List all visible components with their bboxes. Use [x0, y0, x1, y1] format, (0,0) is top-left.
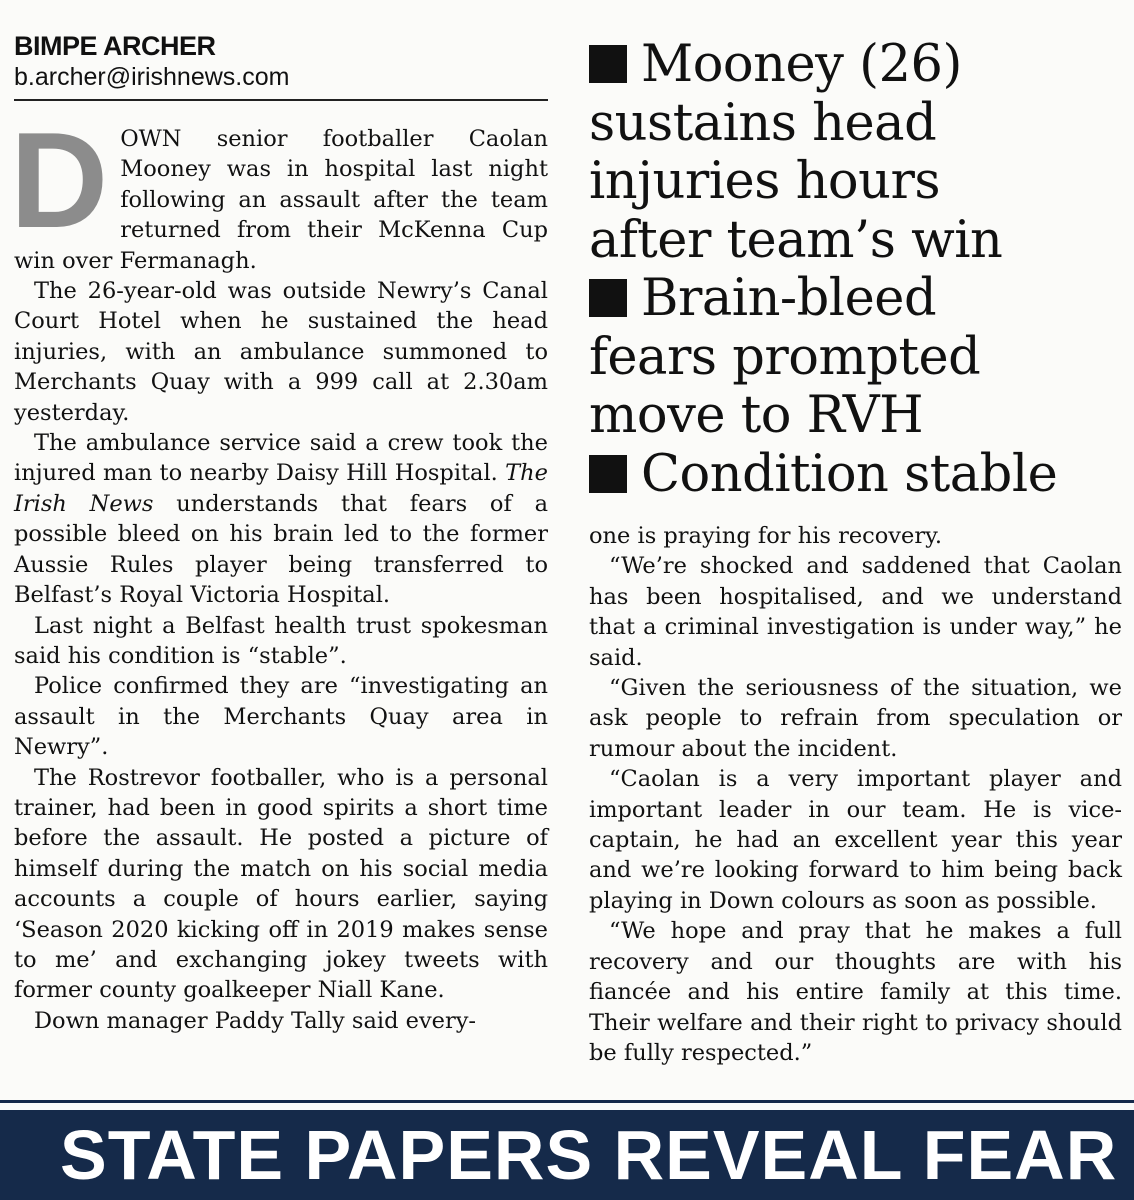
article-paragraph: Police confirmed they are “investigating an assault in the Merchants Quay area in Newry”. — [14, 673, 548, 761]
headline-line: fears prompted — [589, 327, 981, 387]
byline-divider — [14, 99, 548, 101]
headline-line: injuries hours — [589, 152, 941, 211]
article-paragraph: “Caolan is a very important player and important leader in our team. He is vice-captain, he had an excellent year this year and we’re looking forward to him being back playing in Down colours as soon as possible. — [589, 766, 1122, 914]
bullet-square-icon — [589, 279, 627, 317]
article-paragraph: DOWN senior footballer Caolan Mooney was in hospital last night following an assault after the team returned from their McKenna Cup win over Fermanagh. — [10, 104, 548, 274]
banner-top-rule — [0, 1100, 1134, 1103]
headline-line: Condition stable — [641, 444, 1058, 504]
bullet-square-icon — [589, 45, 627, 83]
headline-line: move to RVH — [589, 386, 924, 445]
article-paragraph: one is praying for his recovery. — [589, 523, 942, 549]
article-paragraph: The Rostrevor footballer, who is a personal trainer, had been in good spirits a short time before the assault. He posted a picture of himself during the match on his social media accounts a couple of hours earlier, saying ‘Season 2020 kicking off in 2019 makes sense to me’ and exchanging jokey tweets with former county goalkeeper Niall Kane. — [14, 764, 548, 1004]
article-paragraph: “We’re shocked and saddened that Caolan has been hospitalised, and we understand that a criminal investigation is under way,” he said. — [589, 553, 1122, 671]
article-paragraph: “Given the seriousness of the situation, we ask people to refrain from speculation or rumour about the incident. — [589, 675, 1122, 762]
banner-headline: STATE PAPERS REVEAL FEAR — [60, 1116, 1118, 1194]
article-paragraph: The 26-year-old was outside Newry’s Canal Court Hotel when he sustained the head injuries, with an ambulance summoned to Merchants Quay with a 999 call at 2.30am yesterday. — [14, 278, 548, 426]
article-column-left — [10, 104, 548, 1036]
headline-line: after team’s win — [589, 210, 1003, 270]
headline-deck-3 — [589, 446, 1129, 505]
headline-line: Brain-bleed — [641, 269, 937, 328]
headline — [589, 36, 1129, 504]
drop-cap: D — [10, 104, 109, 256]
author-email[interactable]: b.archer@irishnews.com — [14, 63, 290, 91]
publication-name: The Irish News — [14, 460, 548, 517]
headline-line: sustains head — [589, 93, 937, 153]
bullet-square-icon — [589, 455, 627, 493]
headline-deck-2 — [589, 270, 1129, 446]
byline — [14, 30, 548, 92]
article-paragraph: “We hope and pray that he makes a full recovery and our thoughts are with his fiancée and his entire family at this time. Their welfare and their right to privacy should be fully respected.” — [589, 918, 1122, 1066]
article-column-right — [589, 521, 1122, 1068]
headline-deck-1 — [589, 36, 1129, 270]
article-paragraph: Last night a Belfast health trust spokesman said his condition is “stable”. — [14, 612, 548, 669]
article-paragraph: The ambulance service said a crew took the injured man to nearby Daisy Hill Hospital. The Irish News understands that fears of a possible bleed on his brain led to the former Aussie Rules player being transferred to Belfast’s Royal Victoria Hospital. — [14, 430, 548, 609]
headline-line: Mooney (26) — [641, 35, 962, 94]
article-paragraph: Down manager Paddy Tally said every- — [34, 1007, 477, 1034]
author-name: BIMPE ARCHER — [14, 31, 216, 61]
next-story-banner — [0, 1110, 1134, 1200]
